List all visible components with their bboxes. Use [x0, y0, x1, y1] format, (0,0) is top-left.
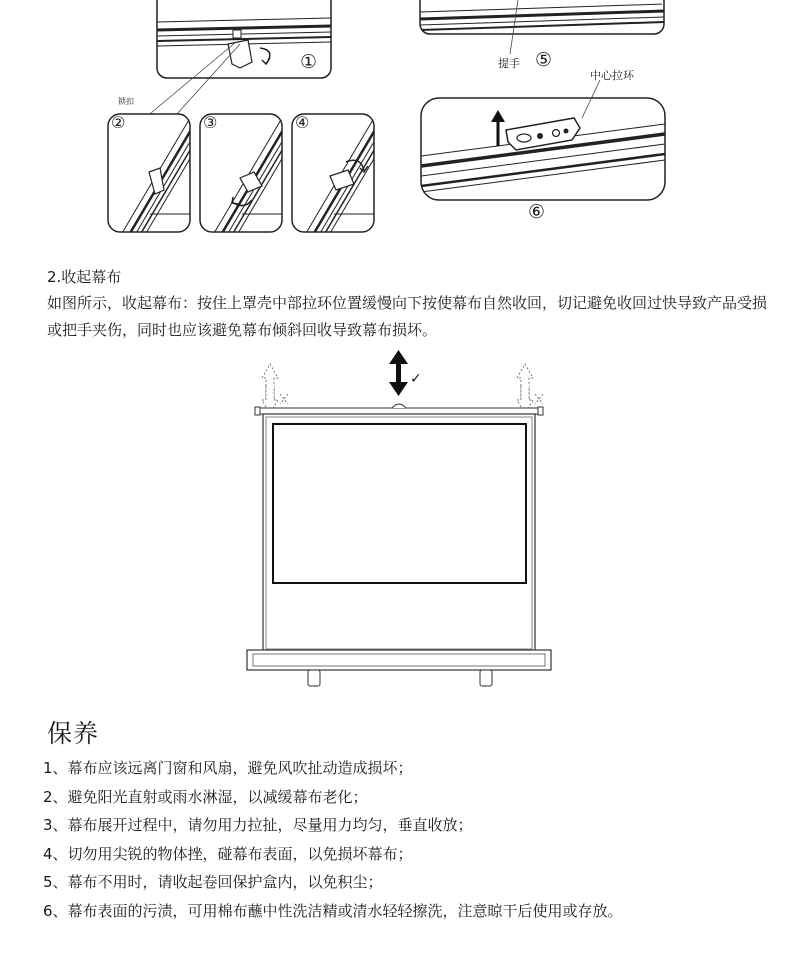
maintenance-list [43, 754, 763, 925]
step-4-panel [292, 114, 398, 240]
maintenance-item: 3、幕布展开过程中，请勿用力拉扯，尽量用力均匀，垂直收放； [43, 816, 473, 834]
center-ring-label: 中心拉环 [590, 69, 634, 82]
wrong-side-arrow-left-icon [262, 364, 288, 414]
correct-check-icon: ✓ [410, 371, 422, 387]
step-number-2: ② [111, 113, 126, 132]
maintenance-item: 5、幕布不用时，请收起卷回保护盒内，以免积尘； [43, 873, 383, 891]
step-6-panel [421, 80, 665, 200]
maintenance-item: 2、避免阳光直射或雨水淋湿，以减缓幕布老化； [43, 787, 368, 806]
step-number-1: ① [300, 51, 318, 73]
lock-label: 锁扣 [118, 97, 134, 106]
retract-section-description: 如图所示，收起幕布：按住上罩壳中部拉环位置缓慢向下按使幕布自然收回，切记避免收回过快导致产品受损或把手夹伤，同时也应该避免幕布倾斜回收导致幕布损坏。 [47, 294, 768, 339]
step-number-6: ⑥ [528, 201, 546, 223]
screen-retract-illustration [0, 340, 790, 700]
retract-section-title: 2.收起幕布 [47, 268, 122, 286]
maintenance-title: 保养 [47, 719, 100, 748]
step-number-5: ⑤ [535, 49, 553, 71]
handle-label: 提手 [498, 57, 520, 70]
maintenance-item: 4、切勿用尖锐的物体挫，碰幕布表面，以免损坏幕布； [43, 844, 413, 863]
maintenance-item: 1、幕布应该远离门窗和风扇，避免风吹扯动造成损坏； [43, 759, 413, 777]
step-number-4: ④ [295, 113, 310, 132]
step-3-panel [200, 114, 306, 240]
step-2-panel [108, 114, 214, 240]
center-up-down-arrow-icon [389, 350, 408, 396]
maintenance-item: 6、幕布表面的污渍，可用棉布蘸中性洗洁精或清水轻轻擦洗，注意晾干后使用或存放。 [43, 901, 623, 920]
step-number-3: ③ [203, 113, 218, 132]
step-5-panel [420, 0, 664, 54]
